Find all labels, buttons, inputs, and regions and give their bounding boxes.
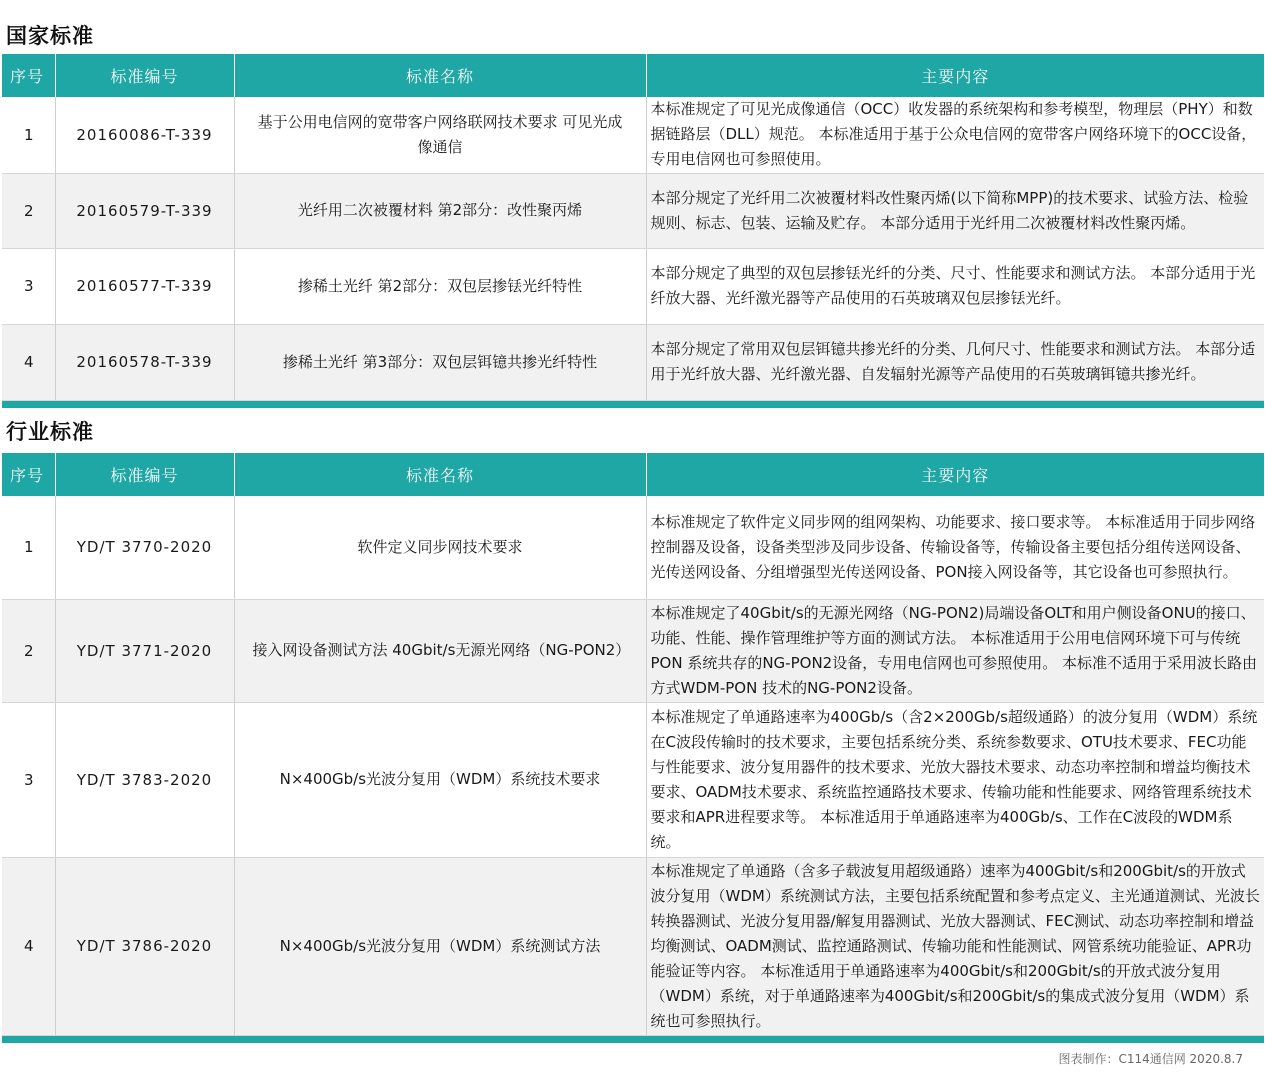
header-name: 标准名称 bbox=[234, 54, 646, 97]
row-code: 20160577-T-339 bbox=[55, 248, 234, 324]
table-row bbox=[2, 857, 1264, 1035]
header-name: 标准名称 bbox=[234, 453, 646, 496]
table-bottom-bar bbox=[2, 401, 1264, 408]
row-code: YD/T 3770-2020 bbox=[55, 496, 234, 599]
row-content: 本标准规定了单通路速率为400Gb/s（含2×200Gb/s超级通路）的波分复用（WDM）系统在C波段传输时的技术要求，主要包括系统分类、系统参数要求、OTU技术要求、FEC功能与性能要求、波分复用器件的技术要求、光放大器技术要求、动态功率控制和增益均衡技术要求、OADM技术要求、系统监控通路技术要求、传输功能和性能要求、网络管理系统技术要求和APR进程要求等。 本标准适用于单通路速率为400Gb/s、工作在C波段的WDM系统。 bbox=[646, 702, 1264, 857]
row-content: 本标准规定了单通路（含多子载波复用超级通路）速率为400Gbit/s和200Gbit/s的开放式波分复用（WDM）系统测试方法，主要包括系统配置和参考点定义、主光通道测试、光波长转换器测试、光波分复用器/解复用器测试、光放大器测试、FEC测试、动态功率控制和增益均衡测试、OADM测试、监控通路测试、传输功能和性能测试、网管系统功能验证、APR功能验证等内容。 本标准适用于单通路速率为400Gbit/s和200Gbit/s的开放式波分复用（WDM）系统，对于单通路速率为400Gbit/s和200Gbit/s的集成式波分复用（WDM）系统也可参照执行。 bbox=[646, 857, 1264, 1035]
row-content: 本部分规定了典型的双包层掺铥光纤的分类、尺寸、性能要求和测试方法。 本部分适用于光纤放大器、光纤激光器等产品使用的石英玻璃双包层掺铥光纤。 bbox=[646, 248, 1264, 324]
row-code: YD/T 3786-2020 bbox=[55, 857, 234, 1035]
row-content: 本标准规定了可见光成像通信（OCC）收发器的系统架构和参考模型，物理层（PHY）和数据链路层（DLL）规范。 本标准适用于基于公众电信网的宽带客户网络环境下的OCC设备，专用电信网也可参照使用。 bbox=[646, 97, 1264, 173]
table-header-row bbox=[2, 453, 1264, 496]
row-content: 本部分规定了光纤用二次被覆材料改性聚丙烯(以下简称MPP)的技术要求、试验方法、检验规则、标志、包装、运输及贮存。 本部分适用于光纤用二次被覆材料改性聚丙烯。 bbox=[646, 173, 1264, 248]
table-row bbox=[2, 324, 1264, 400]
header-number: 序号 bbox=[2, 453, 55, 496]
header-content: 主要内容 bbox=[646, 453, 1264, 496]
row-code: 20160578-T-339 bbox=[55, 324, 234, 400]
table-row bbox=[2, 173, 1264, 248]
row-number: 3 bbox=[2, 248, 55, 324]
row-number: 1 bbox=[2, 496, 55, 599]
row-number: 4 bbox=[2, 857, 55, 1035]
row-content: 本标准规定了软件定义同步网的组网架构、功能要求、接口要求等。 本标准适用于同步网络控制器及设备，设备类型涉及同步设备、传输设备等，传输设备主要包括分组传送网设备、光传送网设备、分组增强型光传送网设备、PON接入网设备等，其它设备也可参照执行。 bbox=[646, 496, 1264, 599]
row-name: 掺稀土光纤 第2部分：双包层掺铥光纤特性 bbox=[234, 248, 646, 324]
table-row bbox=[2, 97, 1264, 173]
header-code: 标准编号 bbox=[55, 54, 234, 97]
table-bottom-bar bbox=[2, 1036, 1264, 1043]
row-name: 软件定义同步网技术要求 bbox=[234, 496, 646, 599]
table-header-row bbox=[2, 54, 1264, 97]
row-code: YD/T 3771-2020 bbox=[55, 599, 234, 702]
row-name: 光纤用二次被覆材料 第2部分：改性聚丙烯 bbox=[234, 173, 646, 248]
row-number: 1 bbox=[2, 97, 55, 173]
row-content: 本标准规定了40Gbit/s的无源光网络（NG-PON2)局端设备OLT和用户侧设备ONU的接口、功能、性能、操作管理维护等方面的测试方法。 本标准适用于公用电信网环境下可与传统 PON 系统共存的NG-PON2设备，专用电信网也可参照使用。 本标准不适用于采用波长路由方式WDM-PON 技术的NG-PON2设备。 bbox=[646, 599, 1264, 702]
row-content: 本部分规定了常用双包层铒镱共掺光纤的分类、几何尺寸、性能要求和测试方法。 本部分适用于光纤放大器、光纤激光器、自发辐射光源等产品使用的石英玻璃铒镱共掺光纤。 bbox=[646, 324, 1264, 400]
row-code: YD/T 3783-2020 bbox=[55, 702, 234, 857]
table-row bbox=[2, 248, 1264, 324]
industry-standards-table bbox=[2, 453, 1264, 1036]
table-row bbox=[2, 496, 1264, 599]
table-row bbox=[2, 702, 1264, 857]
row-name: 接入网设备测试方法 40Gbit/s无源光网络（NG-PON2） bbox=[234, 599, 646, 702]
row-number: 4 bbox=[2, 324, 55, 400]
chart-credit: 图表制作：C114通信网 2020.8.7 bbox=[1058, 1052, 1243, 1066]
row-code: 20160086-T-339 bbox=[55, 97, 234, 173]
row-name: 基于公用电信网的宽带客户网络联网技术要求 可见光成像通信 bbox=[234, 97, 646, 173]
row-number: 3 bbox=[2, 702, 55, 857]
header-content: 主要内容 bbox=[646, 54, 1264, 97]
header-number: 序号 bbox=[2, 54, 55, 97]
row-number: 2 bbox=[2, 173, 55, 248]
row-name: 掺稀土光纤 第3部分：双包层铒镱共掺光纤特性 bbox=[234, 324, 646, 400]
row-number: 2 bbox=[2, 599, 55, 702]
national-section-title: 国家标准 bbox=[6, 24, 94, 48]
row-name: N×400Gb/s光波分复用（WDM）系统测试方法 bbox=[234, 857, 646, 1035]
row-name: N×400Gb/s光波分复用（WDM）系统技术要求 bbox=[234, 702, 646, 857]
table-row bbox=[2, 599, 1264, 702]
row-code: 20160579-T-339 bbox=[55, 173, 234, 248]
industry-section-title: 行业标准 bbox=[6, 420, 94, 444]
header-code: 标准编号 bbox=[55, 453, 234, 496]
national-standards-table bbox=[2, 54, 1264, 401]
